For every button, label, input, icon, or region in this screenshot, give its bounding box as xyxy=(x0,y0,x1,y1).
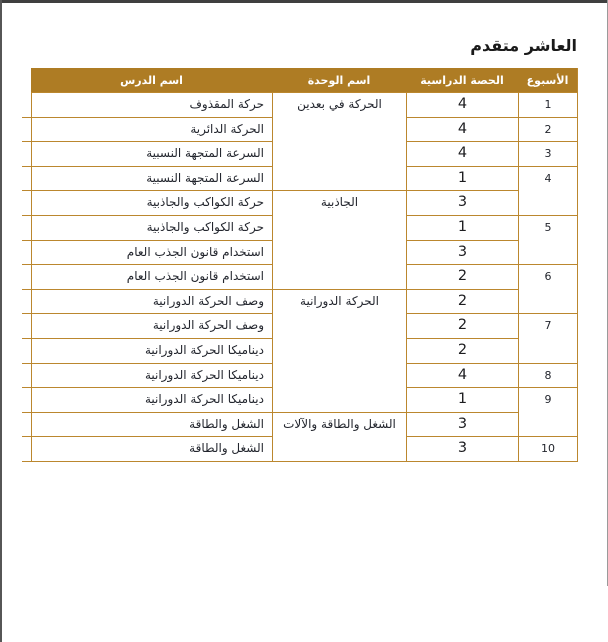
page-left-border xyxy=(0,0,2,642)
row-border-overhang xyxy=(22,436,31,437)
session-cell-text: 1 xyxy=(457,391,468,408)
row-border-overhang xyxy=(22,240,31,241)
row-border-overhang xyxy=(22,363,31,364)
lesson-cell-text: السرعة المتجهة النسبية xyxy=(146,146,264,161)
window-top-edge xyxy=(0,0,608,3)
lesson-cell[interactable] xyxy=(31,388,272,413)
lesson-cell-text: الحركة الدائرية xyxy=(190,121,264,136)
lesson-cell[interactable] xyxy=(31,339,272,364)
week-cell[interactable] xyxy=(518,265,577,314)
week-cell-text: 9 xyxy=(544,393,552,407)
session-cell[interactable] xyxy=(406,167,518,192)
session-cell-text: 3 xyxy=(457,415,468,432)
row-border-overhang xyxy=(22,215,31,216)
lesson-cell[interactable] xyxy=(31,216,272,241)
curriculum-schedule-table xyxy=(31,68,578,462)
header-week xyxy=(518,68,577,93)
week-cell-text: 10 xyxy=(541,442,555,456)
row-border-overhang xyxy=(22,166,31,167)
lesson-cell[interactable] xyxy=(31,413,272,438)
session-cell-text: 1 xyxy=(457,169,468,186)
week-cell[interactable] xyxy=(518,314,577,363)
lesson-cell-text: وصف الحركة الدورانية xyxy=(152,318,264,333)
unit-cell[interactable] xyxy=(272,93,406,191)
row-border-overhang xyxy=(22,289,31,290)
session-cell[interactable] xyxy=(406,265,518,290)
header-lesson-text: اسم الدرس xyxy=(120,74,183,87)
lesson-cell[interactable] xyxy=(31,241,272,266)
unit-cell[interactable] xyxy=(272,290,406,413)
unit-cell-text: الشغل والطاقة والآلات xyxy=(283,416,396,431)
unit-cell[interactable] xyxy=(272,413,406,462)
unit-cell[interactable] xyxy=(272,191,406,289)
week-cell[interactable] xyxy=(518,364,577,389)
lesson-cell[interactable] xyxy=(31,265,272,290)
lesson-cell[interactable] xyxy=(31,191,272,216)
session-cell[interactable] xyxy=(406,290,518,315)
week-cell[interactable] xyxy=(518,118,577,143)
session-cell[interactable] xyxy=(406,241,518,266)
row-border-overhang xyxy=(22,117,31,118)
lesson-cell-text: الشغل والطاقة xyxy=(189,441,264,456)
session-cell[interactable] xyxy=(406,93,518,118)
header-unit-text: اسم الوحدة xyxy=(307,74,371,87)
session-cell[interactable] xyxy=(406,118,518,143)
row-border-overhang xyxy=(22,190,31,191)
lesson-cell[interactable] xyxy=(31,314,272,339)
session-cell[interactable] xyxy=(406,216,518,241)
session-cell[interactable] xyxy=(406,339,518,364)
row-border-overhang xyxy=(22,412,31,413)
session-cell-text: 4 xyxy=(457,120,468,137)
week-cell-text: 6 xyxy=(544,270,552,284)
lesson-cell-text: حركة الكواكب والجاذبية xyxy=(146,195,264,210)
lesson-cell-text: استخدام قانون الجذب العام xyxy=(126,269,264,284)
unit-cell-text: الجاذبية xyxy=(320,195,359,210)
week-cell[interactable] xyxy=(518,93,577,118)
session-cell[interactable] xyxy=(406,191,518,216)
lesson-cell-text: وصف الحركة الدورانية xyxy=(152,293,264,308)
session-cell[interactable] xyxy=(406,437,518,462)
session-cell-text: 4 xyxy=(457,96,468,112)
session-cell-text: 3 xyxy=(457,194,468,211)
lesson-cell[interactable] xyxy=(31,167,272,192)
lesson-cell[interactable] xyxy=(31,364,272,389)
session-cell-text: 2 xyxy=(457,341,468,358)
session-cell-text: 2 xyxy=(457,317,468,334)
session-cell-text: 2 xyxy=(457,292,468,309)
lesson-cell-text: استخدام قانون الجذب العام xyxy=(126,244,264,259)
lesson-cell-text: ديناميكا الحركة الدورانية xyxy=(144,367,264,382)
row-border-overhang xyxy=(22,461,31,462)
row-border-overhang xyxy=(22,313,31,314)
week-cell-text: 2 xyxy=(544,122,552,136)
lesson-cell-text: ديناميكا الحركة الدورانية xyxy=(144,392,264,407)
session-cell-text: 3 xyxy=(457,440,468,457)
session-cell[interactable] xyxy=(406,388,518,413)
session-cell[interactable] xyxy=(406,314,518,339)
week-cell-text: 1 xyxy=(544,98,552,111)
week-cell-text: 3 xyxy=(544,147,552,161)
row-border-overhang xyxy=(22,387,31,388)
page-title: العاشر متقدم xyxy=(470,36,577,55)
row-border-overhang xyxy=(22,141,31,142)
header-week-text: الأسبوع xyxy=(526,74,569,87)
lesson-cell-text: حركة الكواكب والجاذبية xyxy=(146,219,264,234)
week-cell-text: 4 xyxy=(544,171,552,185)
session-cell-text: 2 xyxy=(457,268,468,285)
lesson-cell-text: السرعة المتجهة النسبية xyxy=(146,170,264,185)
session-cell-text: 3 xyxy=(457,243,468,260)
session-cell-text: 4 xyxy=(457,145,468,162)
lesson-cell[interactable] xyxy=(31,437,272,462)
week-cell[interactable] xyxy=(518,167,577,216)
lesson-cell-text: ديناميكا الحركة الدورانية xyxy=(144,342,264,357)
lesson-cell[interactable] xyxy=(31,290,272,315)
session-cell-text: 1 xyxy=(457,218,468,235)
lesson-cell[interactable] xyxy=(31,93,272,118)
lesson-cell[interactable] xyxy=(31,118,272,143)
header-session-text: الحصة الدراسية xyxy=(420,74,504,87)
row-border-overhang xyxy=(22,264,31,265)
header-lesson xyxy=(31,68,272,93)
lesson-cell[interactable] xyxy=(31,142,272,167)
week-cell[interactable] xyxy=(518,142,577,167)
week-cell[interactable] xyxy=(518,437,577,462)
session-cell-text: 4 xyxy=(457,366,468,383)
lesson-cell-text: الشغل والطاقة xyxy=(189,416,264,431)
week-cell[interactable] xyxy=(518,216,577,265)
session-cell[interactable] xyxy=(406,413,518,438)
session-cell[interactable] xyxy=(406,364,518,389)
week-cell-text: 7 xyxy=(544,319,552,333)
header-session xyxy=(406,68,518,93)
session-cell[interactable] xyxy=(406,142,518,167)
header-unit xyxy=(272,68,406,93)
lesson-cell-text: حركة المقذوف xyxy=(189,97,264,111)
unit-cell-text: الحركة في بعدين xyxy=(297,97,382,111)
week-cell-text: 5 xyxy=(544,220,552,234)
week-cell-text: 8 xyxy=(544,368,552,382)
unit-cell-text: الحركة الدورانية xyxy=(300,293,379,308)
week-cell[interactable] xyxy=(518,388,577,437)
row-border-overhang xyxy=(22,338,31,339)
